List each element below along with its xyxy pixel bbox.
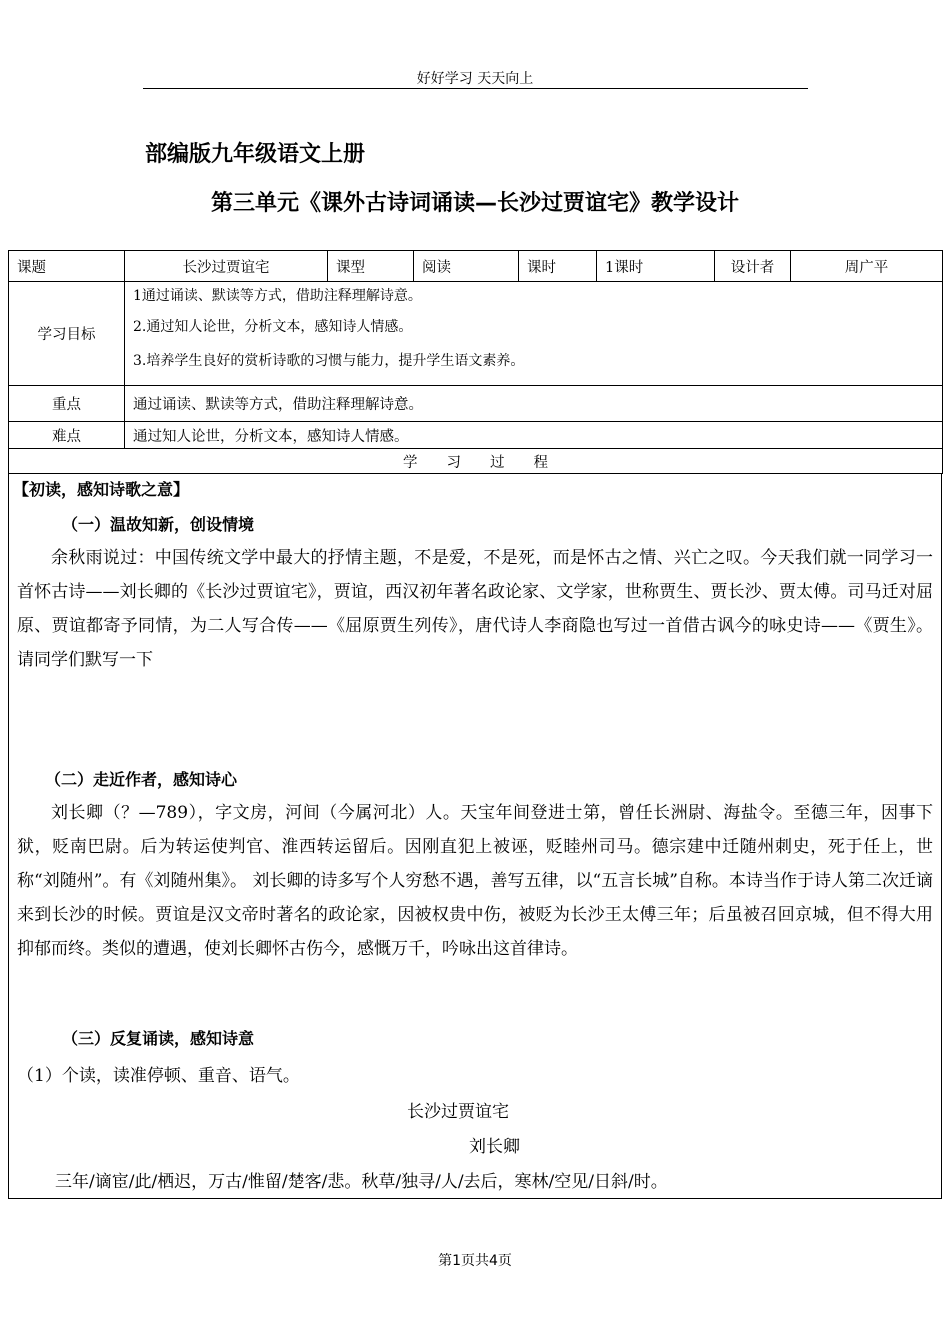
paragraph-author: 刘长卿（？—789），字文房，河间（今属河北）人。天宝年间登进士第，曾任长洲尉、海盐令。至德三年，因事下狱，贬南巴尉。后为转运使判官、淮西转运留后。因刚直犯上被诬，贬睦州司马。德宗建中迁随州刺史，死于任上，世称“刘随州”。有《刘随州集》。 刘长卿的诗多写个人穷愁不遇，善写五律，以“五言长城”自称。本诗当作于诗人第二次迁谪来到长沙的时候。贾谊是汉文帝时著名的政论家，因被权贵中伤，被贬为长沙王太傅三年；后虽被召回京城，但不得大用抑郁而终。类似的遭遇，使刘长卿怀古伤今，感慨万千，吟咏出这首律诗。	[17, 803, 933, 959]
table-row	[9, 449, 943, 474]
difficulty-value: 通过知人论世，分析文本，感知诗人情感。	[125, 422, 943, 449]
subsection-heading-2: （二）走近作者，感知诗心	[45, 770, 238, 789]
table-row	[9, 422, 943, 449]
table-row	[9, 251, 943, 282]
objectives-label: 学习目标	[9, 282, 125, 386]
document-subtitle: 第三单元《课外古诗词诵读—长沙过贾谊宅》教学设计	[210, 191, 739, 216]
difficulty-label: 难点	[9, 422, 125, 449]
topic-label: 课题	[9, 251, 125, 282]
hours-value: 1课时	[597, 251, 715, 282]
section-heading: 【初读，感知诗歌之意】	[13, 480, 190, 499]
subsection-heading-1: （一）温故知新，创设情境	[62, 515, 255, 534]
page-header: 好好学习 天天向上	[416, 71, 534, 87]
reading-step: （1）个读，读准停顿、重音、语气。	[17, 1066, 300, 1086]
page-footer: 第1页共4页	[438, 1253, 512, 1269]
poem-line: 三年/谪宦/此/栖迟，万古/惟留/楚客/悲。秋草/独寻/人/去后，寒林/空见/日斜/时。	[55, 1172, 668, 1192]
paragraph-intro: 余秋雨说过：中国传统文学中最大的抒情主题，不是爱，不是死，而是怀古之情、兴亡之叹。今天我们就一同学习一首怀古诗——刘长卿的《长沙过贾谊宅》，贾谊，西汉初年著名政论家、文学家，世称贾生、贾长沙、贾太傅。司马迁对屈原、贾谊都寄予同情，为二人写合传——《屈原贾生列传》，唐代诗人李商隐也写过一首借古讽今的咏史诗——《贾生》。请同学们默写一下	[17, 548, 933, 670]
objective-item: 1通过诵读、默读等方式，借助注释理解诗意。	[133, 288, 422, 304]
poem-author: 刘长卿	[469, 1137, 520, 1157]
key-point-value: 通过诵读、默读等方式，借助注释理解诗意。	[125, 386, 943, 422]
topic-value: 长沙过贾谊宅	[125, 251, 328, 282]
lesson-info-table	[8, 250, 943, 474]
document-title: 部编版九年级语文上册	[145, 142, 366, 167]
designer-value: 周广平	[791, 251, 943, 282]
table-row	[9, 282, 943, 386]
designer-label: 设计者	[715, 251, 791, 282]
subsection-heading-3: （三）反复诵读，感知诗意	[62, 1029, 255, 1048]
header-rule	[143, 88, 808, 89]
hours-label: 课时	[519, 251, 597, 282]
objective-item: 2.通过知人论世，分析文本，感知诗人情感。	[133, 319, 413, 335]
process-header: 学 习 过 程	[9, 449, 943, 474]
key-point-label: 重点	[9, 386, 125, 422]
type-label: 课型	[328, 251, 414, 282]
objectives-cell	[125, 282, 943, 386]
objective-item: 3.培养学生良好的赏析诗歌的习惯与能力，提升学生语文素养。	[133, 353, 525, 369]
poem-title: 长沙过贾谊宅	[407, 1102, 509, 1122]
table-row	[9, 386, 943, 422]
type-value: 阅读	[414, 251, 519, 282]
